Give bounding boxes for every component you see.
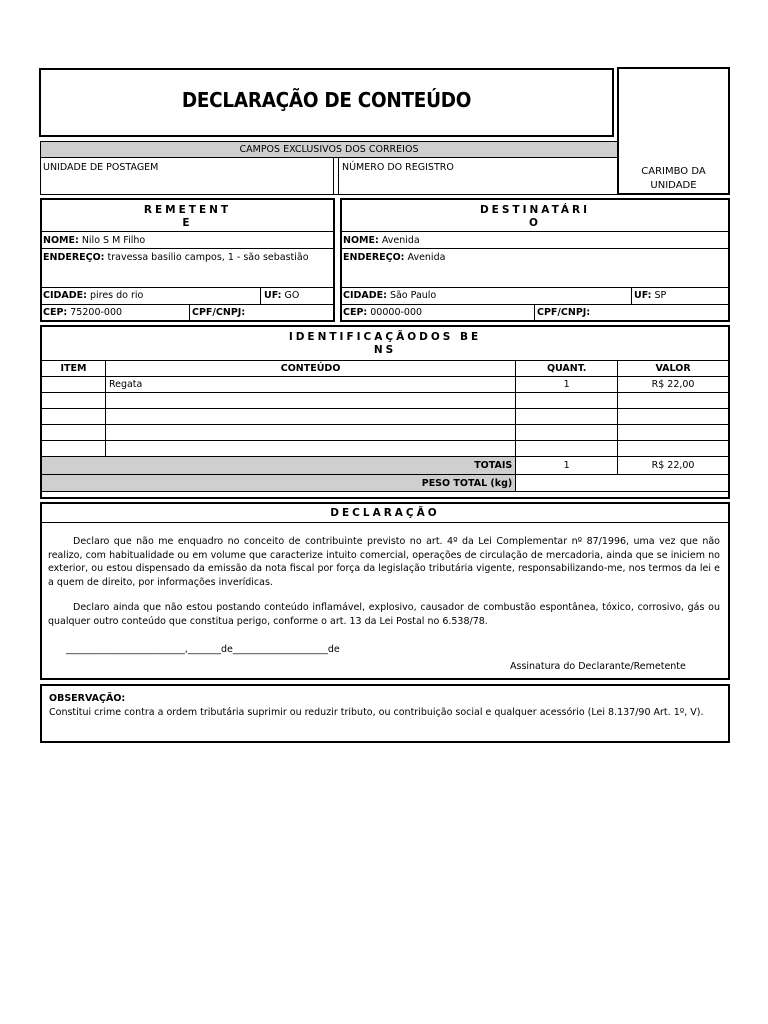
cell-valor[interactable] xyxy=(618,393,729,409)
assinatura-label: Assinatura do Declarante/Remetente xyxy=(510,661,686,672)
totais-valor: R$ 22,00 xyxy=(618,457,729,475)
remetente-cidade[interactable]: CIDADE: pires do rio xyxy=(43,290,144,301)
cell-valor[interactable]: R$ 22,00 xyxy=(618,377,729,393)
cell-item[interactable] xyxy=(42,441,106,457)
cell-item[interactable] xyxy=(42,393,106,409)
table-row xyxy=(42,377,729,393)
cell-item[interactable] xyxy=(42,377,106,393)
col-item: ITEM xyxy=(42,361,106,377)
cell-quant[interactable] xyxy=(516,409,618,425)
cell-quant[interactable] xyxy=(516,393,618,409)
declaracao-paragraph-2: Declaro ainda que não estou postando conteúdo inflamável, explosivo, causador de combustão espontânea, tóxico, corrosivo, gás ou qualquer outro conteúdo que constitua perigo, conforme o art. 13 da Lei Postal no 6.538/78. xyxy=(48,602,720,627)
cell-conteudo[interactable] xyxy=(105,409,515,425)
remetente-cpf[interactable]: CPF/CNPJ: xyxy=(192,307,246,318)
col-quant: QUANT. xyxy=(516,361,618,377)
table-row xyxy=(42,425,729,441)
cell-valor[interactable] xyxy=(618,425,729,441)
destinatario-endereco[interactable]: ENDEREÇO: Avenida xyxy=(343,252,446,263)
cell-conteudo[interactable] xyxy=(105,393,515,409)
totais-row xyxy=(42,457,729,475)
page-title: DECLARAÇÃO DE CONTEÚDO xyxy=(181,88,472,112)
cell-conteudo[interactable]: Regata xyxy=(105,377,515,393)
destinatario-header: DESTINATÁRI O xyxy=(479,204,591,229)
remetente-nome[interactable]: NOME: Nilo S M Filho xyxy=(43,235,146,246)
observacao-label: OBSERVAÇÃO: xyxy=(49,693,126,704)
table-row xyxy=(42,409,729,425)
destinatario-uf[interactable]: UF: SP xyxy=(634,290,667,301)
carimbo-label: CARIMBO DA UNIDADE xyxy=(641,166,706,191)
table-row xyxy=(42,441,729,457)
declaracao-header: DECLARAÇÃO xyxy=(330,507,440,519)
cell-conteudo[interactable] xyxy=(105,441,515,457)
totais-quant: 1 xyxy=(516,457,618,475)
correios-header: CAMPOS EXCLUSIVOS DOS CORREIOS xyxy=(40,141,618,158)
cell-quant[interactable] xyxy=(516,425,618,441)
bens-table-header xyxy=(42,361,729,377)
peso-label: PESO TOTAL (kg) xyxy=(42,475,516,492)
bens-table xyxy=(41,360,729,492)
table-row xyxy=(42,393,729,409)
remetente-endereco[interactable]: ENDEREÇO: travessa basilio campos, 1 - são sebastião xyxy=(43,252,309,263)
remetente-uf[interactable]: UF: GO xyxy=(264,290,300,301)
destinatario-nome[interactable]: NOME: Avenida xyxy=(343,235,420,246)
date-line[interactable]: _________________________,_______de____________________de xyxy=(66,644,340,655)
cell-valor[interactable] xyxy=(618,409,729,425)
observacao-text: Constitui crime contra a ordem tributária suprimir ou reduzir tributo, ou contribuição social e qualquer acessório (Lei 8.137/90 Art. 1º, V). xyxy=(49,707,704,718)
declaracao-paragraph-1: Declaro que não me enquadro no conceito de contribuinte previsto no art. 4º da Lei Complementar nº 87/1996, uma vez que não realizo, com habitualidade ou em volume que caracterize intuito comercial, operações de circulação de mercadoria, ainda que se iniciem no exterior, ou estou dispensado da emissão da nota fiscal por força da legislação tributária vigente, responsabilizando-me, nos termos da lei e a quem de direito, por informações inverídicas. xyxy=(48,536,720,588)
cell-item[interactable] xyxy=(42,425,106,441)
cell-conteudo[interactable] xyxy=(105,425,515,441)
cell-quant[interactable] xyxy=(516,441,618,457)
col-valor: VALOR xyxy=(618,361,729,377)
cell-quant[interactable]: 1 xyxy=(516,377,618,393)
destinatario-cpf[interactable]: CPF/CNPJ: xyxy=(537,307,591,318)
destinatario-cep[interactable]: CEP: 00000-000 xyxy=(343,307,423,318)
remetente-header: REMETENT E xyxy=(143,204,232,229)
totais-label: TOTAIS xyxy=(42,457,516,475)
bens-header: IDENTIFICAÇÃODOS BE NS xyxy=(288,331,482,356)
cell-valor[interactable] xyxy=(618,441,729,457)
peso-row xyxy=(42,475,729,492)
destinatario-cidade[interactable]: CIDADE: São Paulo xyxy=(343,290,437,301)
col-conteudo: CONTEÚDO xyxy=(105,361,515,377)
cell-item[interactable] xyxy=(42,409,106,425)
peso-valor[interactable] xyxy=(516,475,729,492)
unidade-postagem-field[interactable]: UNIDADE DE POSTAGEM xyxy=(43,162,159,173)
numero-registro-field[interactable]: NÚMERO DO REGISTRO xyxy=(342,162,454,173)
remetente-cep[interactable]: CEP: 75200-000 xyxy=(43,307,123,318)
